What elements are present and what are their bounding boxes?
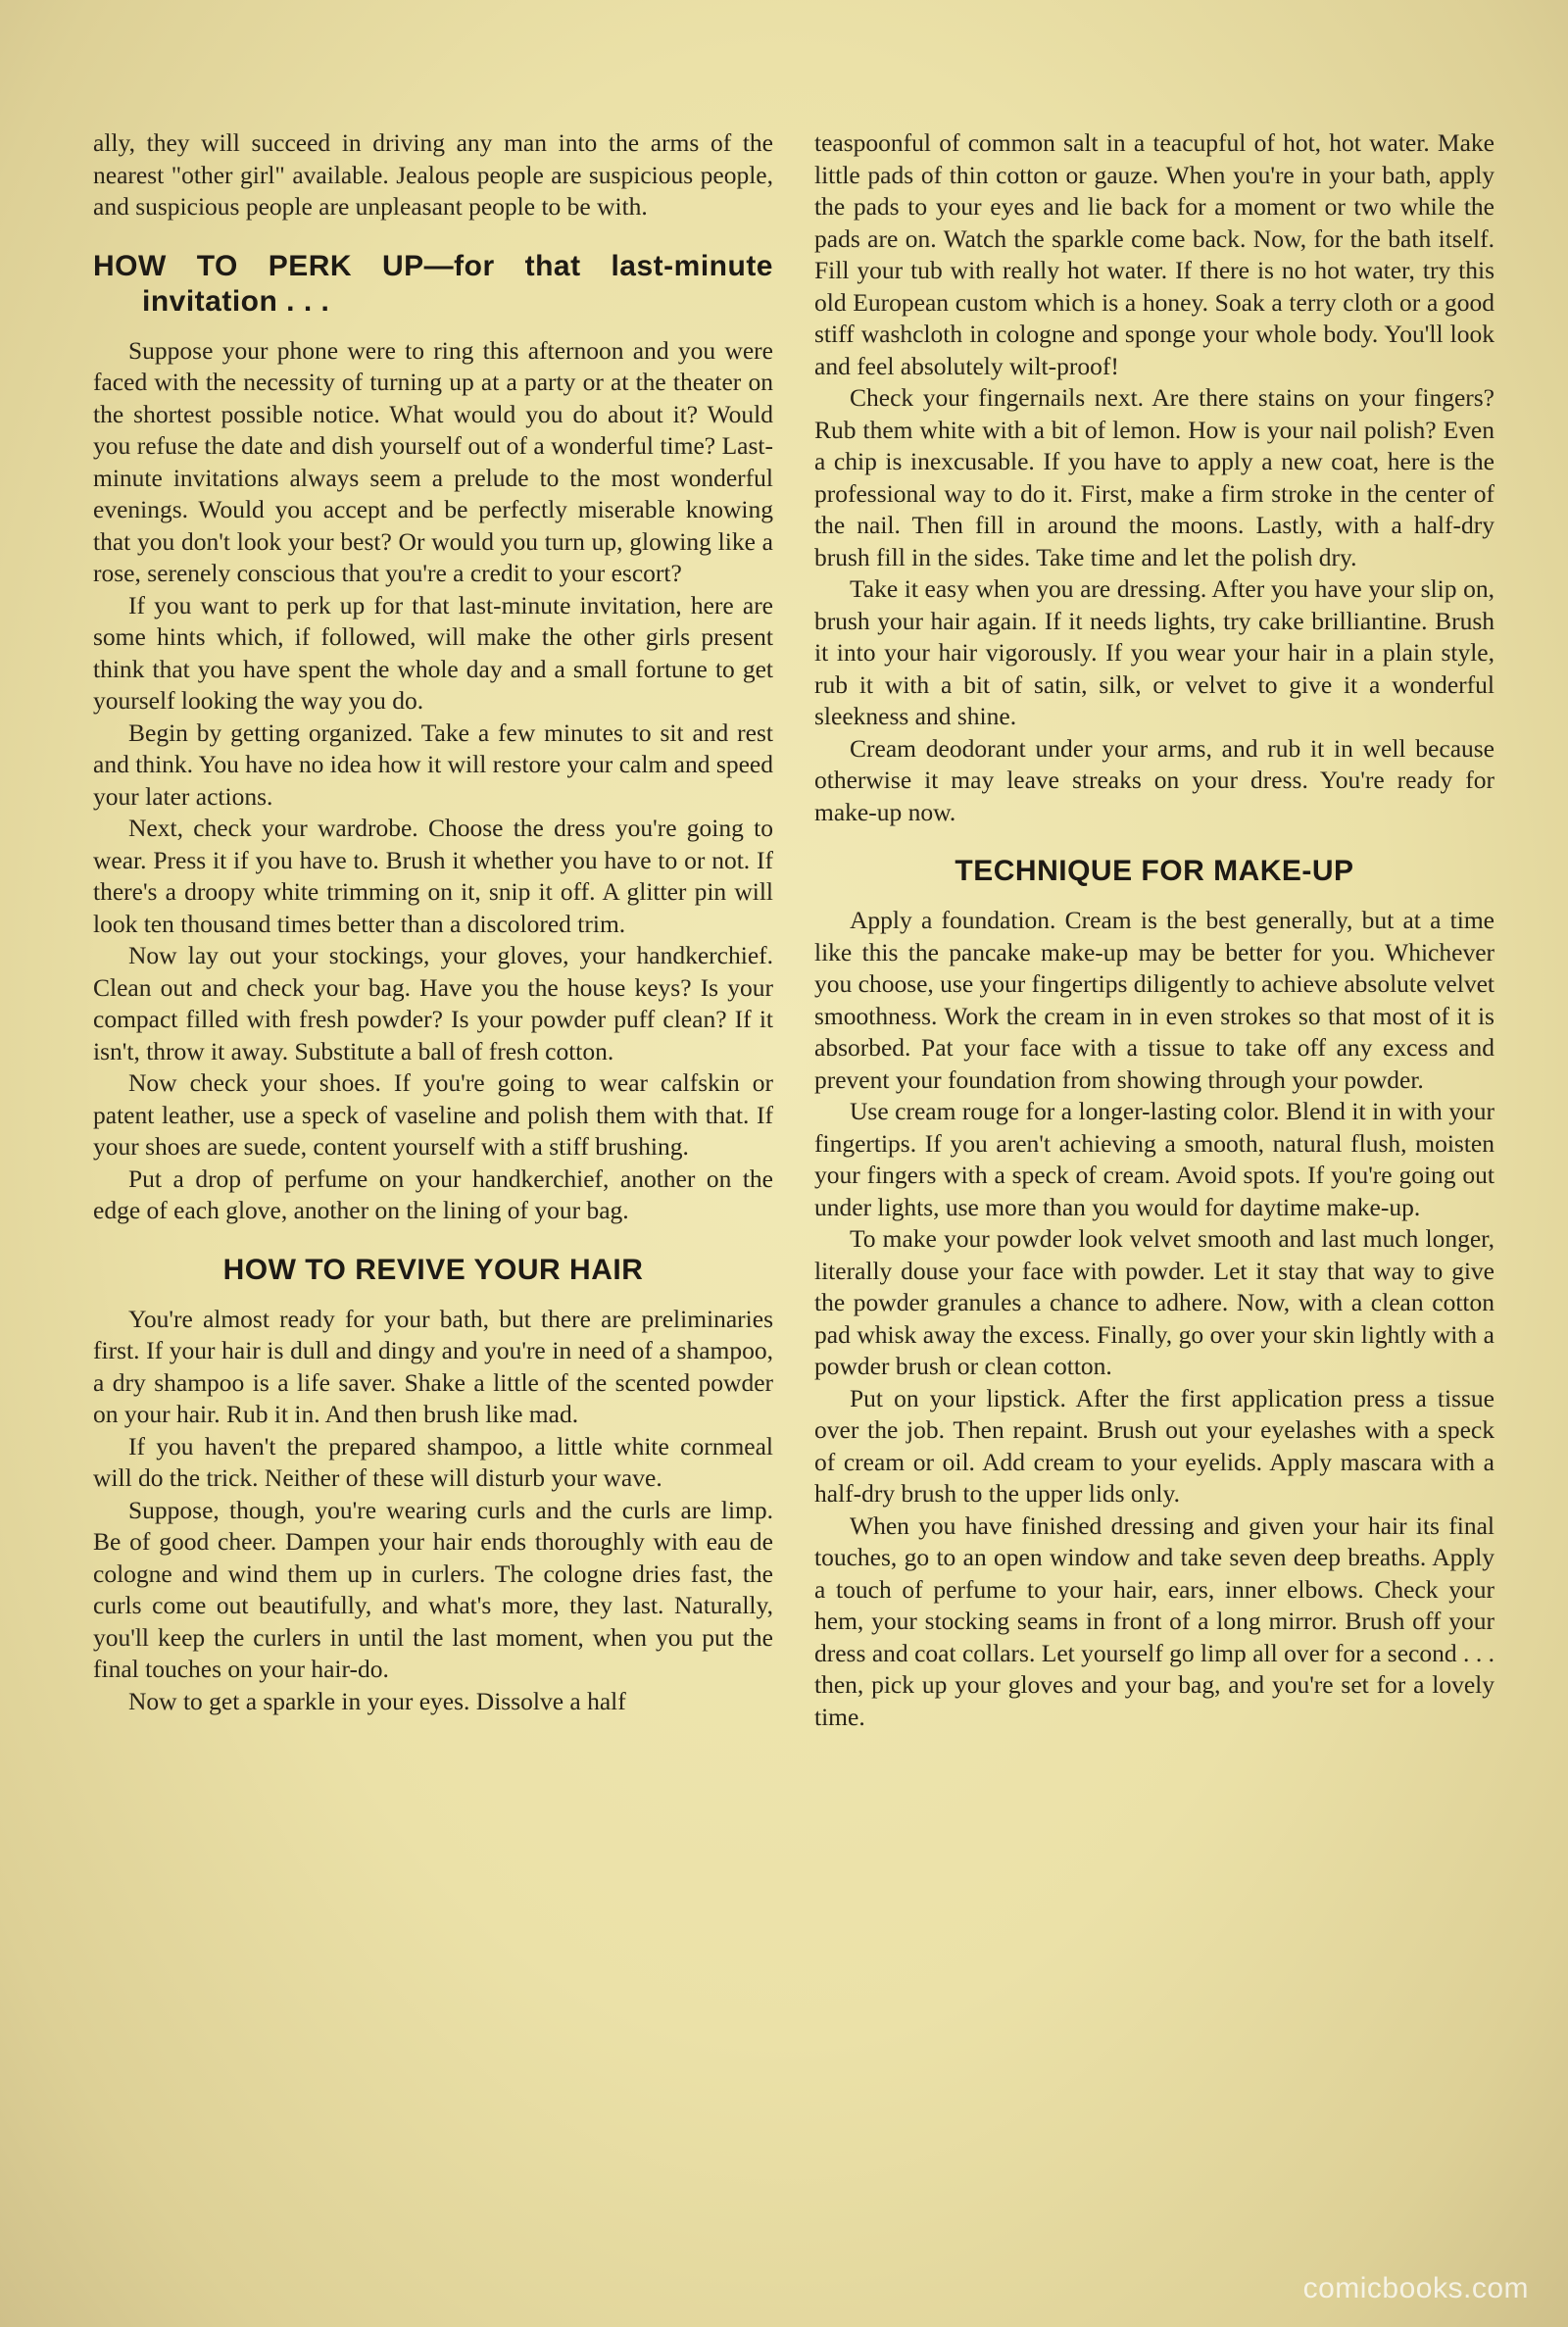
section-heading-revive-hair: HOW TO REVIVE YOUR HAIR	[222, 1253, 644, 1286]
paragraph: If you want to perk up for that last-minute invitation, here are some hints which, if followed, will make the other girls present think that you have spent the whole day and a small fortune to get yourself looking the way you do.	[93, 590, 773, 715]
paragraph: Begin by getting organized. Take a few minutes to sit and rest and think. You have no idea how it will restore your calm and speed your later actions.	[93, 718, 773, 811]
section-heading-perk-up: HOW TO PERK UP—for that last-minute invitation . . .	[93, 249, 773, 318]
paragraph: Apply a foundation. Cream is the best generally, but at a time like this the pancake make-up may be better for you. Whichever you choose, use your fingertips diligently to achieve absolute velvet smoothness. Work the cream in in even strokes so that most of it is absorbed. Pat your face with a tissue to take off any excess and prevent your foundation from showing through your powder.	[814, 906, 1494, 1094]
paragraph: Check your fingernails next. Are there stains on your fingers? Rub them white with a bit of lemon. How is your nail polish? Even a chip is inexcusable. If you have to apply a new coat, here is the professional way to do it. First, make a firm stroke in the center of the nail. Then fill in around the moons. Lastly, with a half-dry brush fill in the sides. Take time and let the polish dry.	[814, 383, 1494, 571]
paragraph: Put a drop of perfume on your handkerchief, another on the edge of each glove, another on the lining of your bag.	[93, 1164, 773, 1224]
paragraph: ally, they will succeed in driving any man into the arms of the nearest "other girl" available. Jealous people are suspicious people, and suspicious people are unpleasant people to be with.	[93, 128, 773, 221]
paragraph: Cream deodorant under your arms, and rub it in well because otherwise it may leave streaks on your dress. You're ready for make-up now.	[814, 733, 1494, 826]
paragraph: Suppose your phone were to ring this afternoon and you were faced with the necessity of turning up at a party or at the theater on the shortest possible notice. What would you do about it? Would you refuse the date and dish yourself out of a wonderful time? Last-minute invitations always seem a prelude to the most wonderful evenings. Would you accept and be perfectly miserable knowing that you don't look your best? Or would you turn up, glowing like a rose, serenely conscious that you're a credit to your escort?	[93, 335, 773, 587]
paragraph: Next, check your wardrobe. Choose the dress you're going to wear. Press it if you have to. Brush it whether you have to or not. If there's a droopy white trimming on it, snip it off. A glitter pin will look ten thousand times better than a discolored trim.	[93, 814, 773, 938]
watermark: comicbooks.com	[1302, 2272, 1529, 2304]
paragraph: Take it easy when you are dressing. After you have your slip on, brush your hair again. If it needs lights, try cake brilliantine. Brush it into your hair vigorously. If you wear your hair in a plain style, rub it with a bit of satin, silk, or velvet to give it a wonderful sleekness and shine.	[814, 574, 1494, 730]
paragraph: Now lay out your stockings, your gloves, your handkerchief. Clean out and check your bag. Have you the house keys? Is your compact filled with fresh powder? Is your powder puff clean? If it isn't, throw it away. Substitute a ball of fresh cotton.	[93, 941, 773, 1065]
article-columns	[93, 127, 1494, 2215]
paragraph: Use cream rouge for a longer-lasting color. Blend it in with your fingertips. If you aren't achieving a smooth, natural flush, moisten your fingers with a speck of cream. Avoid spots. If you're going out under lights, use more than you would for daytime make-up.	[814, 1097, 1494, 1221]
paragraph: Now check your shoes. If you're going to wear calfskin or patent leather, use a speck of vaseline and polish them with that. If your shoes are suede, content yourself with a stiff brushing.	[93, 1068, 773, 1161]
paragraph: If you haven't the prepared shampoo, a little white cornmeal will do the trick. Neither of these will disturb your wave.	[93, 1431, 773, 1492]
paragraph: Now to get a sparkle in your eyes. Dissolve a half	[128, 1686, 626, 1715]
left-column	[93, 127, 773, 2215]
paragraph: When you have finished dressing and given your hair its final touches, go to an open window and take seven deep breaths. Apply a touch of perfume to your hair, ears, inner elbows. Check your hem, your stocking seams in front of a long mirror. Brush off your dress and coat collars. Let yourself go limp all over for a second . . . then, pick up your gloves and your bag, and you're set for a lovely time.	[814, 1510, 1494, 1731]
paragraph: To make your powder look velvet smooth and last much longer, literally douse your face with powder. Let it stay that way to give the powder granules a chance to adhere. Now, with a clean cotton pad whisk away the excess. Finally, go over your skin lightly with a powder brush or clean cotton.	[814, 1224, 1494, 1380]
paragraph: Put on your lipstick. After the first application press a tissue over the job. Then repaint. Brush out your eyelashes with a speck of cream or oil. Add cream to your eyelids. Apply mascara with a half-dry brush to the upper lids only.	[814, 1383, 1494, 1508]
section-heading-makeup: TECHNIQUE FOR MAKE-UP	[955, 855, 1354, 887]
right-column	[814, 127, 1494, 2215]
paragraph: teaspoonful of common salt in a teacupful of hot, hot water. Make little pads of thin cotton or gauze. When you're in your bath, apply the pads to your eyes and lie back for a moment or two while the pads are on. Watch the sparkle come back. Now, for the bath itself. Fill your tub with really hot water. If there is no hot water, try this old European custom which is a honey. Soak a terry cloth or a good stiff washcloth in cologne and sponge your whole body. You'll look and feel absolutely wilt-proof!	[814, 128, 1494, 380]
paragraph: Suppose, though, you're wearing curls and the curls are limp. Be of good cheer. Dampen your hair ends thoroughly with eau de cologne and wind them up in curlers. The cologne dries fast, the curls come out beautifully, and what's more, they last. Naturally, you'll keep the curlers in until the last moment, when you put the final touches on your hair-do.	[93, 1495, 773, 1683]
paragraph: You're almost ready for your bath, but there are preliminaries first. If your hair is dull and dingy and you're in need of a shampoo, a dry shampoo is a life saver. Shake a little of the scented powder on your hair. Rub it in. And then brush like mad.	[93, 1304, 773, 1428]
